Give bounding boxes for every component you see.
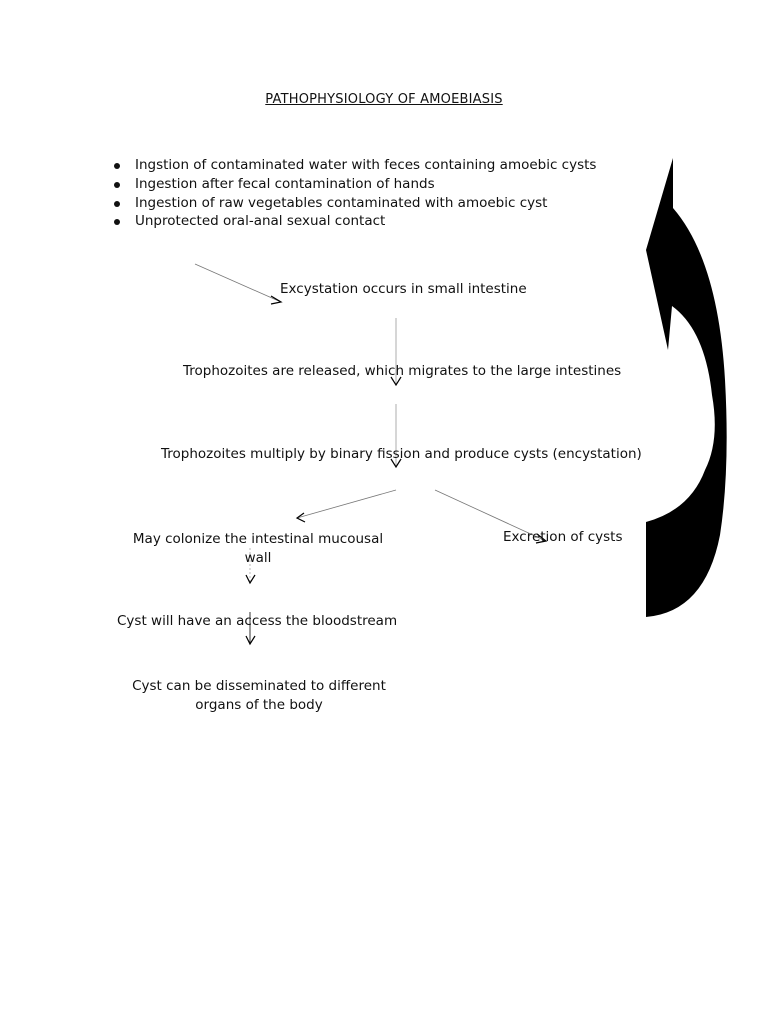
step-disseminated: Cyst can be disseminated to different organs of the body xyxy=(132,678,386,713)
route-text: Ingstion of contaminated water with feces containing amoebic cysts xyxy=(135,157,597,173)
step-excretion: Excretion of cysts xyxy=(503,529,623,545)
route-text: Ingestion of raw vegetables contaminated with amoebic cyst xyxy=(135,194,548,211)
arrow-head-icon xyxy=(246,575,255,583)
arrow-head-icon xyxy=(246,636,255,644)
step-trophozoites-released: Trophozoites are released, which migrates to the large intestines xyxy=(183,363,622,379)
step-bloodstream: Cyst will have an access the bloodstream xyxy=(117,613,398,629)
arrow-head-icon xyxy=(297,513,305,522)
step-excystation: Excystation occurs in small intestine xyxy=(280,281,527,297)
arrow-line xyxy=(195,264,281,302)
arrow-line xyxy=(297,490,396,518)
page-title: PATHOPHYSIOLOGY OF AMOEBIASIS xyxy=(265,92,503,107)
route-text: Ingestion after fecal contamination of hands xyxy=(135,175,435,192)
cycle-arrow-icon xyxy=(646,158,727,617)
route-text: Unprotected oral-anal sexual contact xyxy=(135,213,386,230)
step-multiply: Trophozoites multiply by binary fission and produce cysts (encystation) xyxy=(161,446,642,462)
step-colonize: May colonize the intestinal mucousal wall xyxy=(132,531,384,566)
